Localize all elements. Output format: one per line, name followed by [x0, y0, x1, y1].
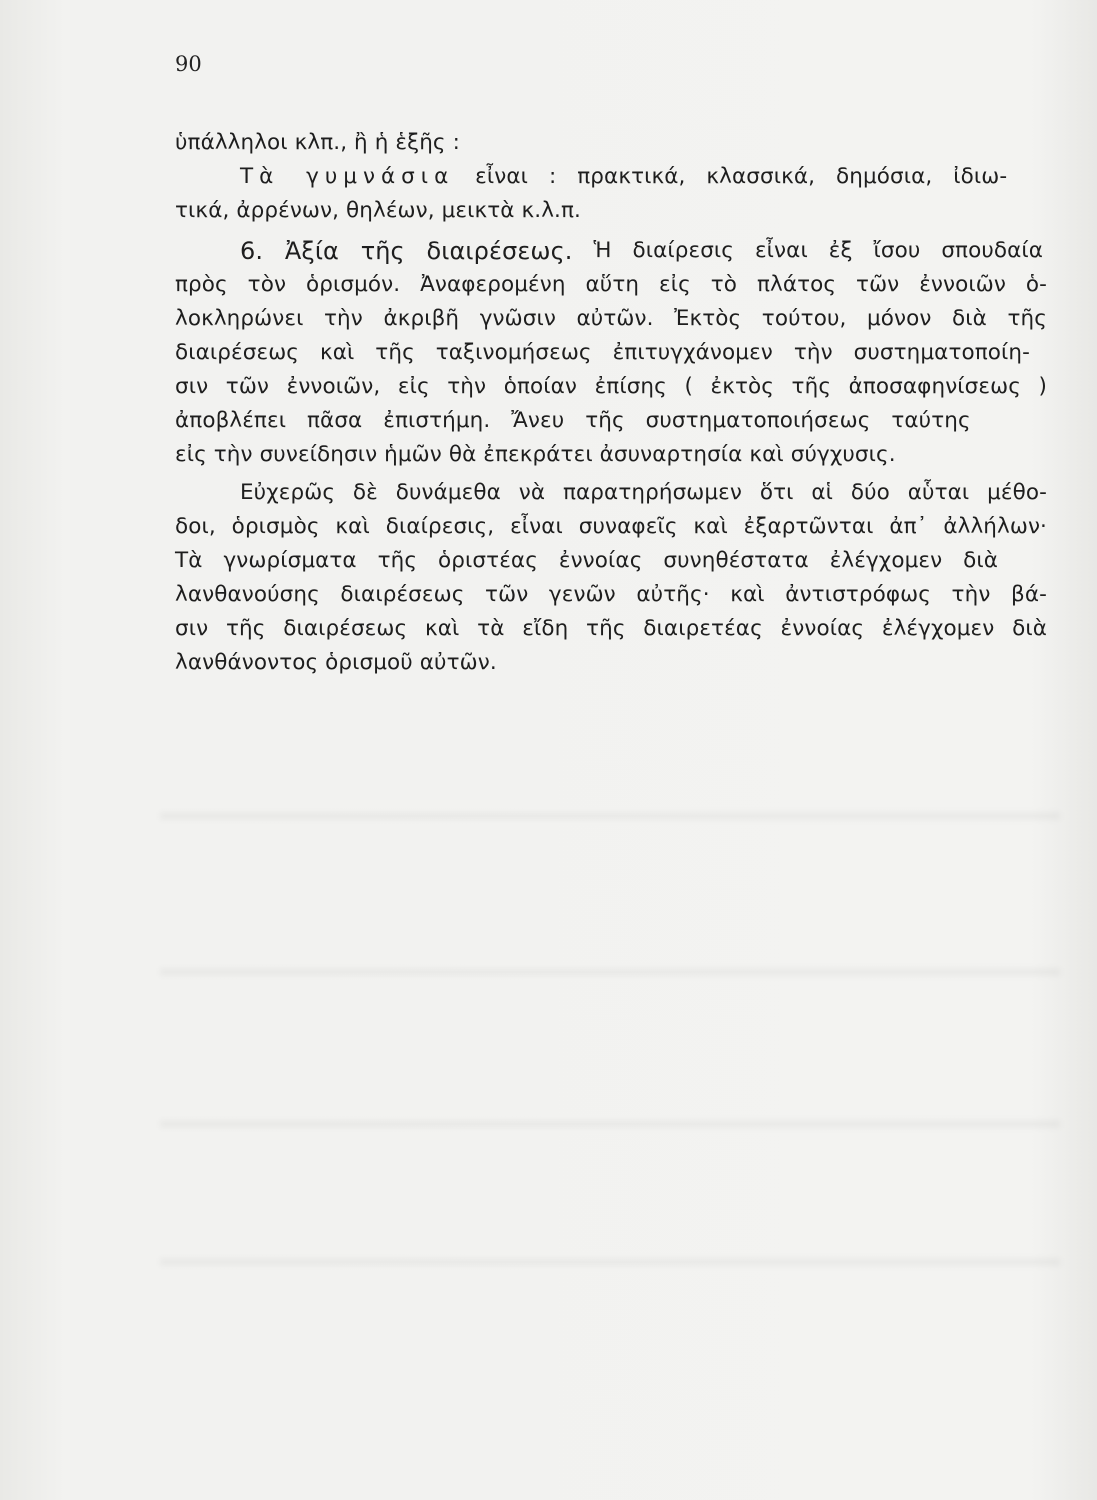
line-text: δοι, ὁρισμὸς καὶ διαίρεσις, εἶναι συναφεῖς καὶ ἐξαρτῶνται ἀπ᾽ ἀλλήλων· — [175, 514, 1047, 539]
text-line — [175, 194, 1047, 228]
text-line — [175, 438, 1047, 472]
line-text: σιν τῆς διαιρέσεως καὶ τὰ εἴδη τῆς διαιρετέας ἐννοίας ἐλέγχομεν διὰ — [175, 616, 1047, 641]
line-text: πρὸς τὸν ὁρισμόν. Ἀναφερομένη αὕτη εἰς τὸ πλάτος τῶν ἐννοιῶν ὁ- — [175, 272, 1047, 297]
text-line — [175, 578, 1047, 612]
text-line — [175, 612, 1047, 646]
line-text: εἰς τὴν συνείδησιν ἡμῶν θὰ ἐπεκράτει ἀσυναρτησία καὶ σύγχυσις. — [175, 442, 896, 467]
section-heading: 6. Ἀξία τῆς διαιρέσεως. — [240, 237, 573, 265]
text-line — [175, 268, 1047, 302]
bleed-through-shadow — [160, 968, 1060, 976]
line-text: σιν τῶν ἐννοιῶν, εἰς τὴν ὁποίαν ἐπίσης ( ἐκτὸς τῆς ἀποσαφηνίσεως ) — [175, 374, 1047, 399]
bleed-through-shadow — [160, 1258, 1060, 1266]
line-text: λανθάνοντος ὁρισμοῦ αὐτῶν. — [175, 650, 497, 675]
text-line — [175, 302, 1047, 336]
line-text: Ἡ διαίρεσις εἶναι ἐξ ἴσου σπουδαία — [572, 238, 1044, 263]
text-line — [175, 510, 1047, 544]
text-line — [175, 336, 1047, 370]
bleed-through-shadow — [160, 812, 1060, 820]
line-text: εἶναι : πρακτικά, κλασσικά, δημόσια, ἰδιω- — [454, 164, 1008, 189]
line-text: Τὰ γνωρίσματα τῆς ὁριστέας ἐννοίας συνηθέστατα ἐλέγχομεν διὰ — [175, 548, 999, 573]
text-line — [175, 404, 1047, 438]
text-line — [175, 160, 1047, 194]
text-line — [175, 544, 1047, 578]
section-heading-line — [175, 234, 1047, 268]
page-number: 90 — [175, 52, 202, 76]
spaced-term: Τὰ γυμνάσια — [240, 164, 455, 189]
line-text: ἀποβλέπει πᾶσα ἐπιστήμη. Ἄνευ τῆς συστηματοποιήσεως ταύτης — [175, 408, 971, 433]
text-line — [175, 126, 1047, 160]
line-text: λανθανούσης διαιρέσεως τῶν γενῶν αὐτῆς· καὶ ἀντιστρόφως τὴν βά- — [175, 582, 1047, 607]
line-text: διαιρέσεως καὶ τῆς ταξινομήσεως ἐπιτυγχάνομεν τὴν συστηματοποίη- — [175, 340, 1031, 365]
text-line — [175, 646, 1047, 680]
line-text: λοκληρώνει τὴν ἀκριβῆ γνῶσιν αὐτῶν. Ἐκτὸς τούτου, μόνον διὰ τῆς — [175, 306, 1047, 331]
line-text: ὑπάλληλοι κλπ., ἢ ἡ ἑξῆς : — [175, 130, 460, 155]
body-text — [175, 126, 1047, 680]
text-line — [175, 370, 1047, 404]
bleed-through-shadow — [160, 1120, 1060, 1128]
line-text: τικά, ἀρρένων, θηλέων, μεικτὰ κ.λ.π. — [175, 198, 581, 223]
line-text: Εὐχερῶς δὲ δυνάμεθα νὰ παρατηρήσωμεν ὅτι αἱ δύο αὗται μέθο- — [240, 480, 1047, 505]
text-line — [175, 476, 1047, 510]
